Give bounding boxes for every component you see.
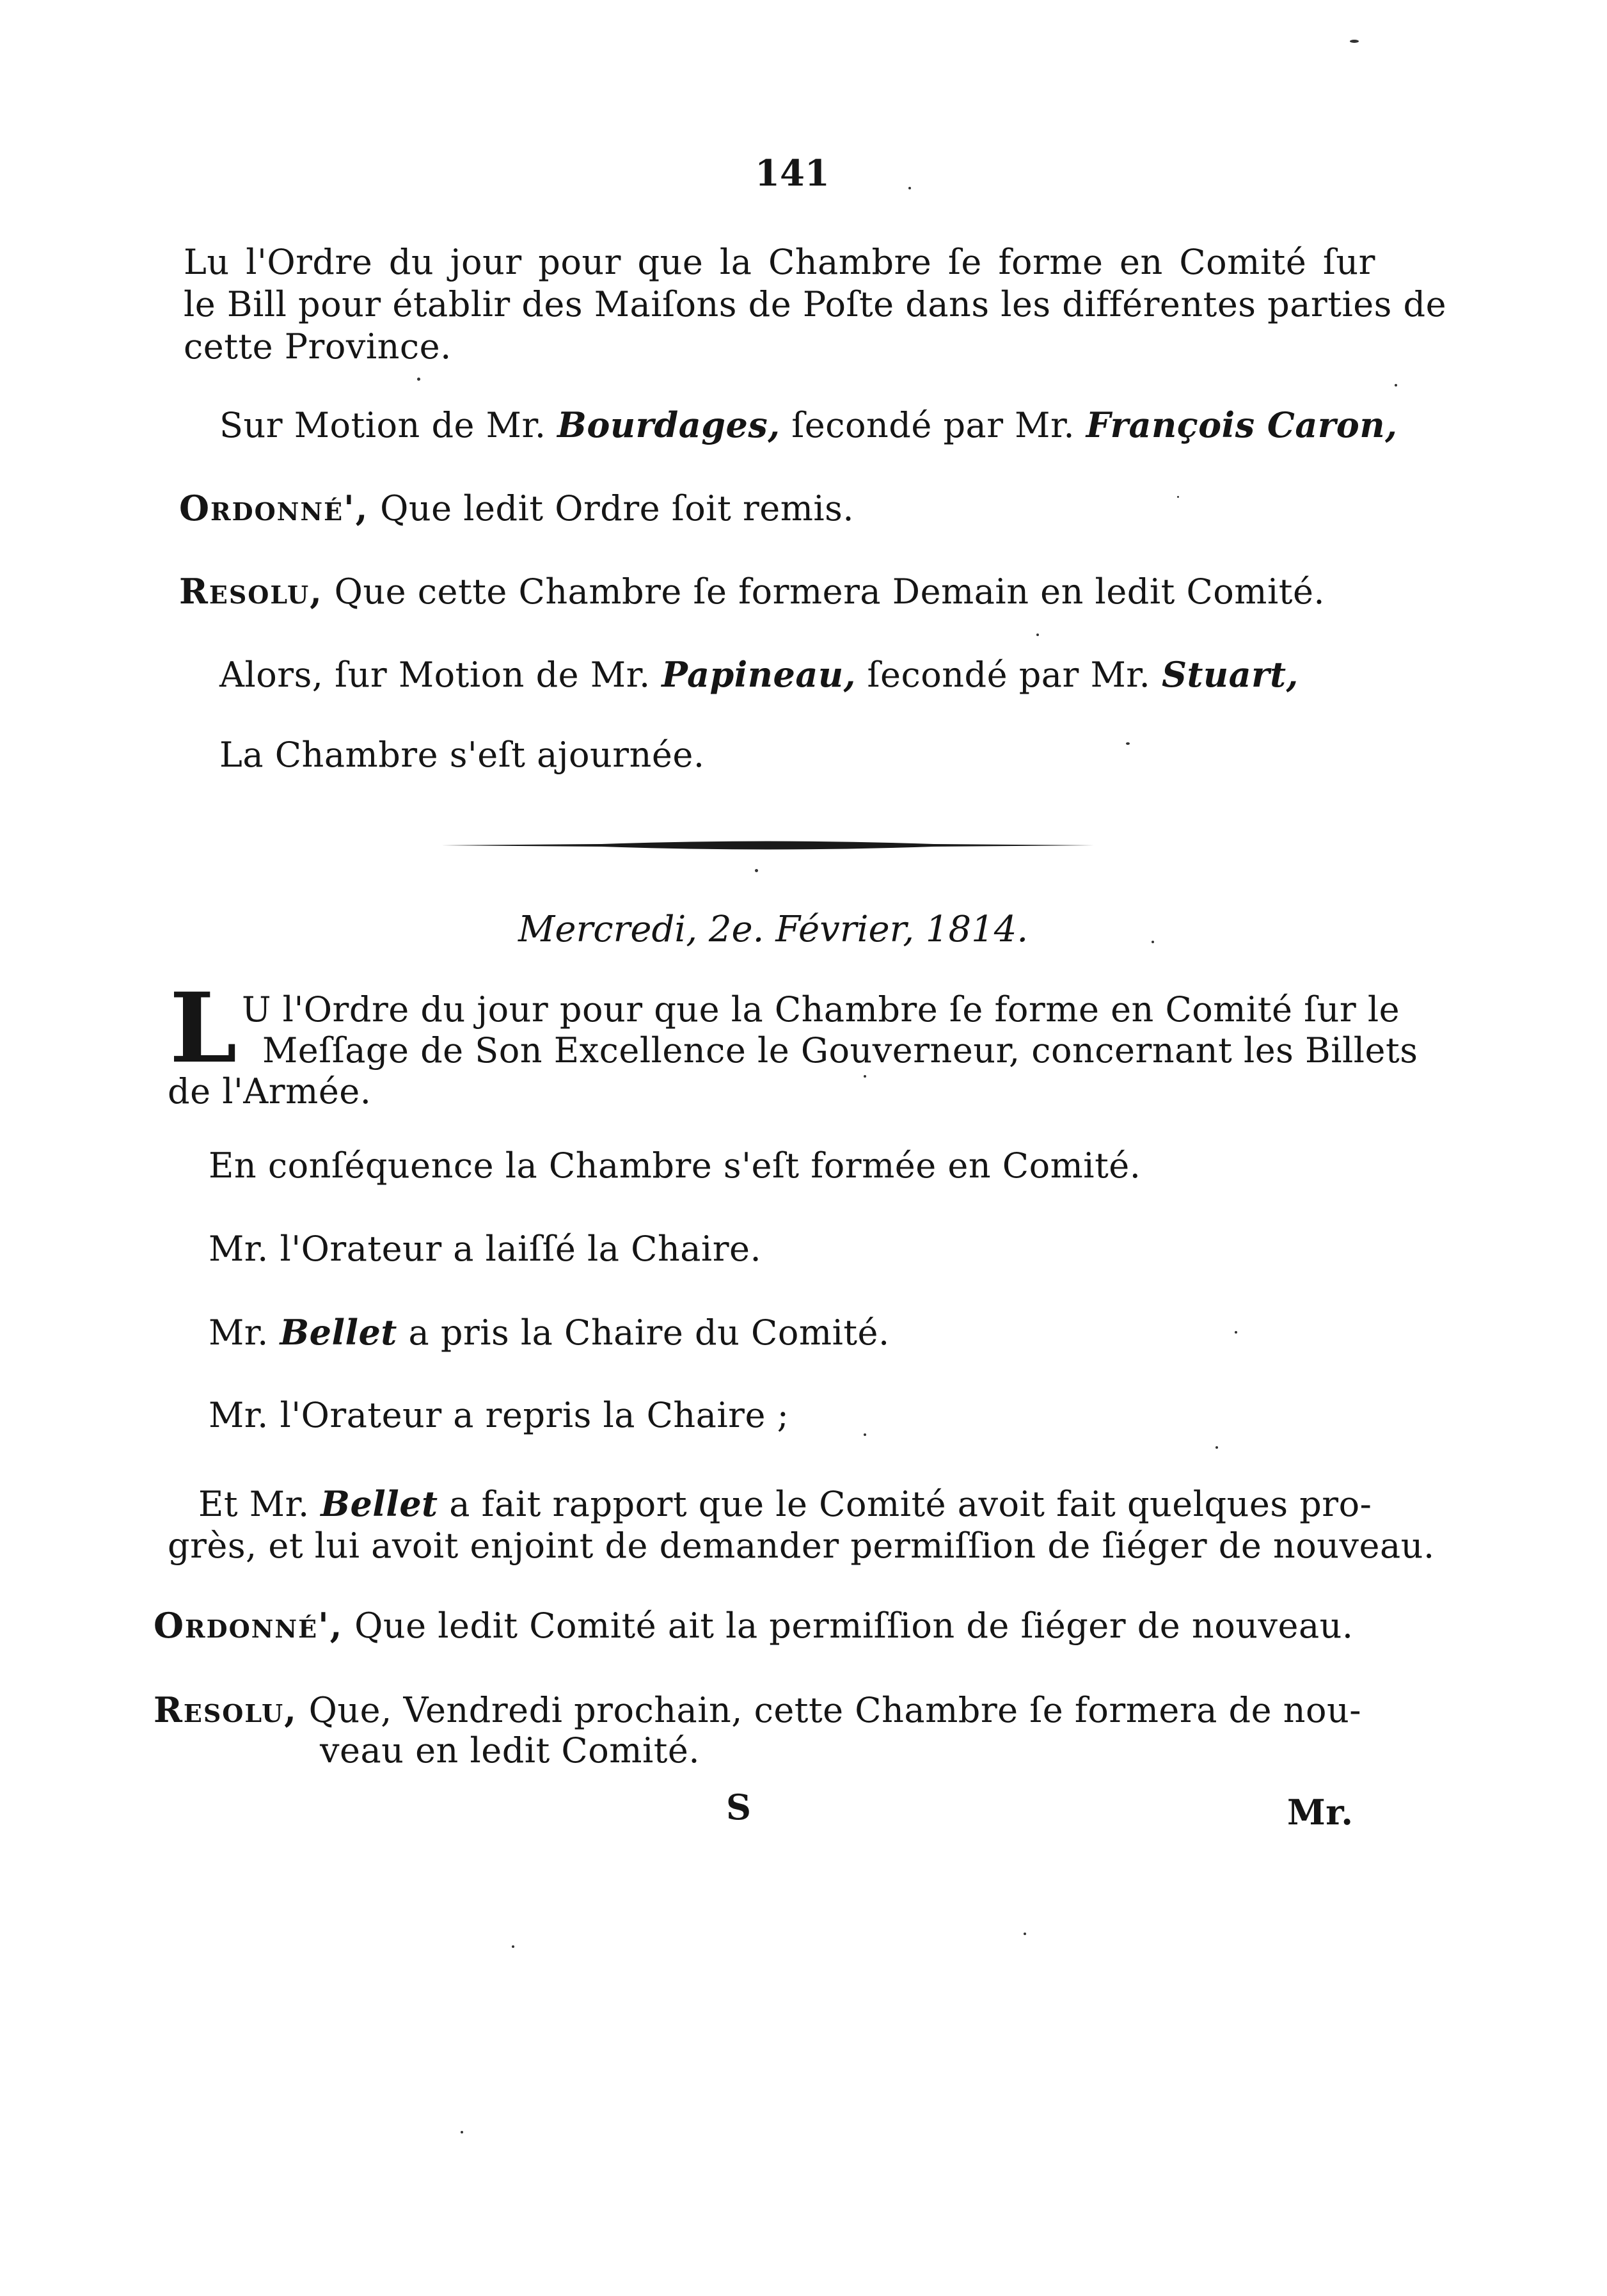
ordonne-label: Ordonné',	[154, 1605, 344, 1646]
motion-line	[219, 404, 1397, 446]
print-speck	[1126, 742, 1130, 745]
print-speck	[461, 2131, 463, 2133]
proceeding-line: Mr. l'Orateur a repris la Chaire ;	[209, 1395, 789, 1435]
paragraph-line: Lu l'Ordre du jour pour que la Chambre ſe forme en Comité ſur	[184, 242, 1375, 282]
member-name: Bourdages,	[557, 404, 780, 445]
member-name: Stuart,	[1161, 654, 1299, 695]
paragraph-line: de l'Armée.	[168, 1071, 372, 1112]
member-name: Bellet	[321, 1483, 438, 1524]
member-name: Bellet	[280, 1312, 397, 1353]
report-line: grès, et lui avoit enjoint de demander permiſſion de ſiéger de nouveau.	[168, 1526, 1435, 1566]
print-speck	[1036, 634, 1039, 636]
print-speck	[1177, 496, 1179, 498]
paragraph-line: Meſſage de Son Excellence le Gouverneur, concernant les Billets	[262, 1030, 1418, 1071]
member-name: Papineau,	[661, 654, 856, 695]
print-speck	[1024, 1933, 1026, 1935]
ornamental-divider	[441, 838, 1094, 852]
member-name: François Caron,	[1086, 404, 1398, 445]
proceeding-line: En conſéquence la Chambre s'eſt formée en Comité.	[209, 1145, 1141, 1186]
paragraph-line: cette Province.	[184, 326, 452, 367]
print-speck	[512, 1945, 514, 1948]
signature-mark: S	[726, 1787, 752, 1828]
resolu-label: Resolu,	[179, 571, 323, 612]
ordonne-text: Que ledit Ordre ſoit remis.	[368, 488, 855, 529]
resolu-label: Resolu,	[154, 1689, 297, 1730]
resolu-line	[154, 1689, 1361, 1731]
motion-line	[219, 654, 1299, 696]
resolu-text: Que cette Chambre ſe formera Demain en ledit Comité.	[322, 571, 1326, 612]
resolu-continuation: veau en ledit Comité.	[320, 1730, 701, 1771]
print-speck	[864, 1075, 866, 1078]
resolu-text: Que, Vendredi prochain, cette Chambre ſe formera de nou-	[297, 1690, 1362, 1730]
catchword: Mr.	[1287, 1792, 1354, 1833]
paragraph-line: U l'Ordre du jour pour que la Chambre ſe forme en Comité ſur le	[242, 989, 1400, 1030]
line-text: a fait rapport que le Comité avoit fait quelques pro-	[438, 1484, 1372, 1524]
drop-cap: L	[170, 972, 237, 1085]
motion-middle: ſecondé par Mr.	[855, 655, 1162, 695]
print-speck	[1152, 941, 1154, 943]
ordonne-label: Ordonné',	[179, 488, 369, 529]
paragraph-line: le Bill pour établir des Maiſons de Poſte dans les différentes parties de	[184, 284, 1447, 324]
ordonne-text: Que ledit Comité ait la permiſſion de ſiéger de nouveau.	[343, 1606, 1354, 1646]
line-prefix: Mr.	[209, 1312, 280, 1353]
report-line	[198, 1483, 1372, 1525]
print-speck	[908, 187, 911, 189]
motion-prefix: Alors, ſur Motion de Mr.	[219, 655, 662, 695]
adjournment-line: La Chambre s'eſt ajournée.	[219, 735, 705, 775]
print-speck	[864, 1433, 866, 1436]
print-speck	[1395, 384, 1397, 387]
print-speck	[1350, 40, 1359, 43]
date-heading: Mercredi, 2e. Février, 1814.	[518, 909, 1029, 950]
print-speck	[755, 869, 758, 872]
print-speck	[1215, 1446, 1218, 1449]
motion-prefix: Sur Motion de Mr.	[219, 405, 558, 445]
proceeding-line: Mr. l'Orateur a laiſſé la Chaire.	[209, 1229, 762, 1269]
print-speck	[1235, 1331, 1237, 1334]
ordonne-line	[179, 488, 854, 529]
print-speck	[417, 378, 420, 381]
line-prefix: Et Mr.	[198, 1484, 321, 1524]
line-text: a pris la Chaire du Comité.	[397, 1312, 890, 1353]
motion-middle: ſecondé par Mr.	[780, 405, 1086, 445]
page-number: 141	[755, 152, 830, 195]
proceeding-line	[209, 1312, 890, 1353]
ordonne-line	[154, 1605, 1354, 1646]
resolu-line	[179, 571, 1325, 612]
